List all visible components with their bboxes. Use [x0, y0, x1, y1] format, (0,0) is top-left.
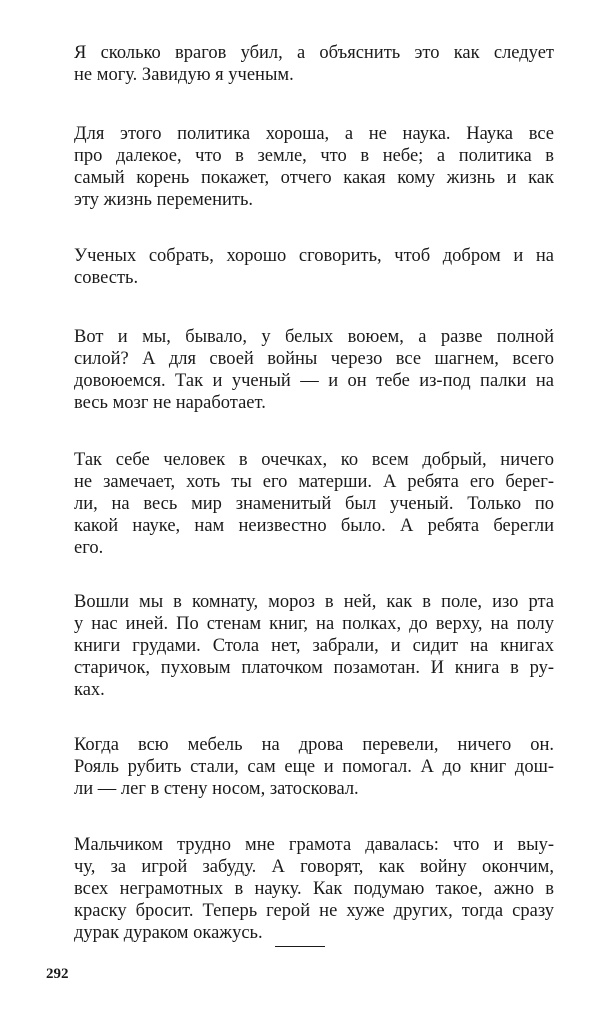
paragraph-line: его.: [74, 538, 104, 558]
paragraph-line: Когда всю мебель на дрова перевели, ничего он.: [74, 735, 554, 755]
paragraph-line: про далекое, что в земле, что в небе; а политика в: [74, 146, 554, 166]
paragraph-line: довоюемся. Так и ученый — и он тебе из-под палки на: [74, 371, 554, 391]
paragraph-2: [74, 123, 554, 211]
paragraph-line: Так себе человек в очечках, ко всем добрый, ничего: [74, 450, 554, 470]
paragraph-line: какой науке, нам неизвестно было. А ребята берегли: [74, 516, 554, 536]
paragraph-line: силой? А для своей войны черезо все шагнем, всего: [74, 349, 554, 369]
paragraph-line: у нас иней. По стенам книг, на полках, до верху, на полу: [74, 614, 554, 634]
paragraph-1: [74, 42, 554, 86]
paragraph-line: Для этого политика хороша, а не наука. Наука все: [74, 124, 554, 144]
paragraph-4: [74, 326, 554, 414]
paragraph-5: [74, 449, 554, 559]
paragraph-line: Мальчиком трудно мне грамота давалась: что и выу-: [74, 835, 554, 855]
paragraph-8: [74, 834, 554, 944]
paragraph-line: Вошли мы в комнату, мороз в ней, как в поле, изо рта: [74, 592, 554, 612]
paragraph-line: старичок, пуховым платочком позамотан. И книга в ру-: [74, 658, 554, 678]
paragraph-line: не замечает, хоть ты его матерши. А ребята его берег-: [74, 472, 554, 492]
page-number: 292: [46, 966, 69, 982]
paragraph-6: [74, 591, 554, 701]
paragraph-3: [74, 245, 554, 289]
paragraph-line: Я сколько врагов убил, а объяснить это как следует: [74, 43, 554, 63]
paragraph-line: книги грудами. Стола нет, забрали, и сидит на книгах: [74, 636, 554, 656]
paragraph-7: [74, 734, 554, 800]
paragraph-line: дурак дураком окажусь.: [74, 923, 263, 943]
section-divider: [275, 946, 325, 947]
paragraph-line: совесть.: [74, 268, 139, 288]
paragraph-line: краску бросит. Теперь герой не хуже других, тогда сразу: [74, 901, 554, 921]
paragraph-line: Ученых собрать, хорошо сговорить, чтоб добром и на: [74, 246, 554, 266]
paragraph-line: ли — лег в стену носом, затосковал.: [74, 779, 359, 799]
paragraph-line: Рояль рубить стали, сам еще и помогал. А до книг дош-: [74, 757, 554, 777]
paragraph-line: чу, за игрой забуду. А говорят, как войну окончим,: [74, 857, 554, 877]
paragraph-line: не могу. Завидую я ученым.: [74, 65, 294, 85]
paragraph-line: эту жизнь переменить.: [74, 190, 254, 210]
paragraph-line: всех неграмотных в науку. Как подумаю такое, ажно в: [74, 879, 554, 899]
paragraph-line: весь мозг не наработает.: [74, 393, 266, 413]
paragraph-line: Вот и мы, бывало, у белых воюем, а разве полной: [74, 327, 554, 347]
paragraph-line: ли, на весь мир знаменитый был ученый. Только по: [74, 494, 554, 514]
paragraph-line: ках.: [74, 680, 105, 700]
paragraph-line: самый корень покажет, отчего какая кому жизнь и как: [74, 168, 554, 188]
